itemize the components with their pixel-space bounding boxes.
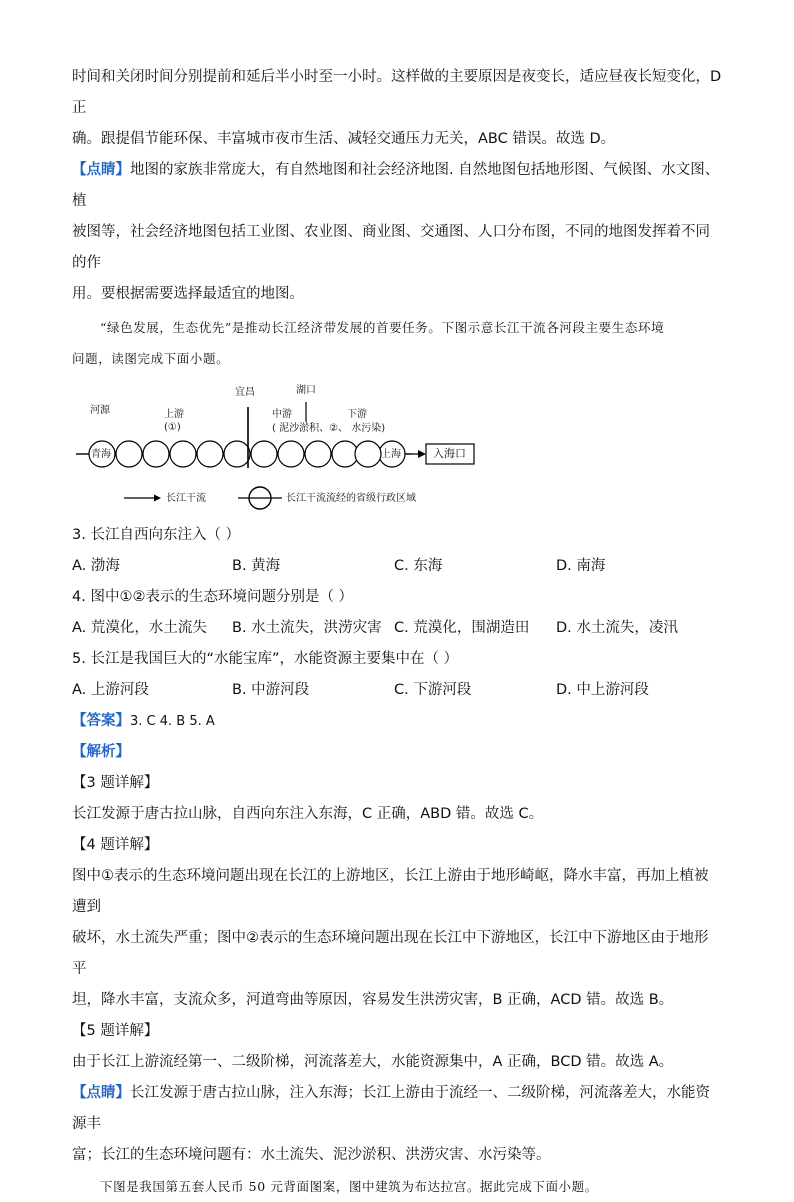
option-d: D. 南海 bbox=[556, 558, 606, 574]
option-b: B. 水土流失，洪涝灾害 bbox=[232, 620, 382, 636]
text-line: 地图的家族非常庞大，有自然地图和社会经济地图. 自然地图包括地形图、气候图、水文图、植 bbox=[72, 162, 720, 209]
option-b: B. 黄海 bbox=[232, 558, 281, 574]
detail-tag: 【5 题详解】 bbox=[72, 1023, 159, 1039]
detail-tag: 【3 题详解】 bbox=[72, 775, 159, 791]
intro-line: 问题，读图完成下面小题。 bbox=[72, 351, 230, 366]
detail-text: 坦，降水丰富，支流众多，河道弯曲等原因，容易发生洪涝灾害，B 正确，ACD 错。故选 B。 bbox=[72, 992, 674, 1008]
option-a: A. 上游河段 bbox=[72, 682, 149, 698]
question-options bbox=[72, 613, 722, 644]
option-b: B. 中游河段 bbox=[232, 682, 310, 698]
label-downstream: 下游 bbox=[347, 409, 367, 420]
label-source: 河源 bbox=[90, 405, 110, 416]
label-sea: 入海口 bbox=[433, 447, 466, 460]
yangtze-diagram bbox=[72, 378, 722, 518]
detail-text: 长江发源于唐古拉山脉，注入东海；长江上游由于流经一、二级阶梯，河流落差大，水能资源丰 bbox=[72, 1085, 710, 1132]
next-intro: 下图是我国第五套人民币 50 元背面图案，图中建筑为布达拉宫。据此完成下面小题。 bbox=[100, 1179, 598, 1194]
question-stem: 3. 长江自西向东注入（ ） bbox=[72, 527, 241, 543]
arrow-head-icon bbox=[418, 450, 426, 458]
label-qinghai: 青海 bbox=[91, 449, 111, 460]
dianjing-tag: 【点睛】 bbox=[72, 162, 130, 178]
option-d: D. 中上游河段 bbox=[556, 682, 649, 698]
label-upstream: 上游 bbox=[164, 409, 184, 420]
dianjing-tag: 【点睛】 bbox=[72, 1085, 130, 1101]
detail-text: 破坏，水土流失严重；图中②表示的生态环境问题出现在长江中下游地区，长江中下游地区由于地形平 bbox=[72, 930, 709, 977]
question-options bbox=[72, 551, 722, 582]
detail-text: 由于长江上游流经第一、二级阶梯，河流落差大，水能资源集中，A 正确，BCD 错。故选 A。 bbox=[72, 1054, 674, 1070]
detail-text: 图中①表示的生态环境问题出现在长江的上游地区，长江上游由于地形崎岖，降水丰富，再加上植被遭到 bbox=[72, 868, 709, 915]
dianjing-paragraph bbox=[72, 1078, 722, 1140]
detail-tag: 【4 题详解】 bbox=[72, 837, 159, 853]
label-shanghai: 上海 bbox=[381, 449, 401, 460]
label-midstream: 中游 bbox=[272, 409, 292, 420]
question-stem: 5. 长江是我国巨大的“水能宝库”，水能资源主要集中在（ ） bbox=[72, 651, 459, 667]
intro-line: “绿色发展，生态优先”是推动长江经济带发展的首要任务。下图示意长江干流各河段主要生态环境 bbox=[100, 320, 665, 335]
detail-text: 富；长江的生态环境问题有：水土流失、泥沙淤积、洪涝灾害、水污染等。 bbox=[72, 1147, 551, 1163]
detail-text: 长江发源于唐古拉山脉，自西向东注入东海，C 正确，ABD 错。故选 C。 bbox=[72, 806, 544, 822]
label-midstream-note: ( 泥沙淤积、②、 水污染) bbox=[272, 423, 386, 434]
option-c: C. 荒漠化，围湖造田 bbox=[394, 620, 530, 636]
option-a: A. 荒漠化，水土流失 bbox=[72, 620, 207, 636]
document-page bbox=[72, 62, 722, 1202]
question-options bbox=[72, 675, 722, 706]
dianjing-paragraph bbox=[72, 155, 722, 217]
label-hukou: 湖口 bbox=[296, 385, 316, 396]
question-list bbox=[72, 520, 722, 706]
label-yichang: 宜昌 bbox=[235, 387, 255, 398]
option-d: D. 水土流失，凌汛 bbox=[556, 620, 678, 636]
option-c: C. 东海 bbox=[394, 558, 443, 574]
option-a: A. 渤海 bbox=[72, 558, 120, 574]
text-line: 被图等，社会经济地图包括工业图、农业图、商业图、交通图、人口分布图，不同的地图发挥着不同的作 bbox=[72, 224, 710, 271]
text-line: 时间和关闭时间分别提前和延后半小时至一小时。这样做的主要原因是夜变长，适应昼夜长短变化，D 正 bbox=[72, 69, 722, 116]
legend-arrow-label: 长江干流 bbox=[166, 493, 206, 504]
text-line: 用。要根据需要选择最适宜的地图。 bbox=[72, 286, 304, 302]
analysis-tag: 【解析】 bbox=[72, 744, 130, 760]
question-stem: 4. 图中①②表示的生态环境问题分别是（ ） bbox=[72, 589, 354, 605]
answer-tag: 【答案】 bbox=[72, 713, 130, 729]
text-line: 确。跟提倡节能环保、丰富城市夜市生活、减轻交通压力无关，ABC 错误。故选 D。 bbox=[72, 131, 616, 147]
option-c: C. 下游河段 bbox=[394, 682, 472, 698]
answer-text: 3. C 4. B 5. A bbox=[130, 714, 215, 729]
legend-circle-label: 长江干流流经的省级行政区域 bbox=[286, 493, 416, 504]
answer-line bbox=[72, 706, 722, 737]
label-upstream-mark: (①) bbox=[164, 422, 181, 433]
